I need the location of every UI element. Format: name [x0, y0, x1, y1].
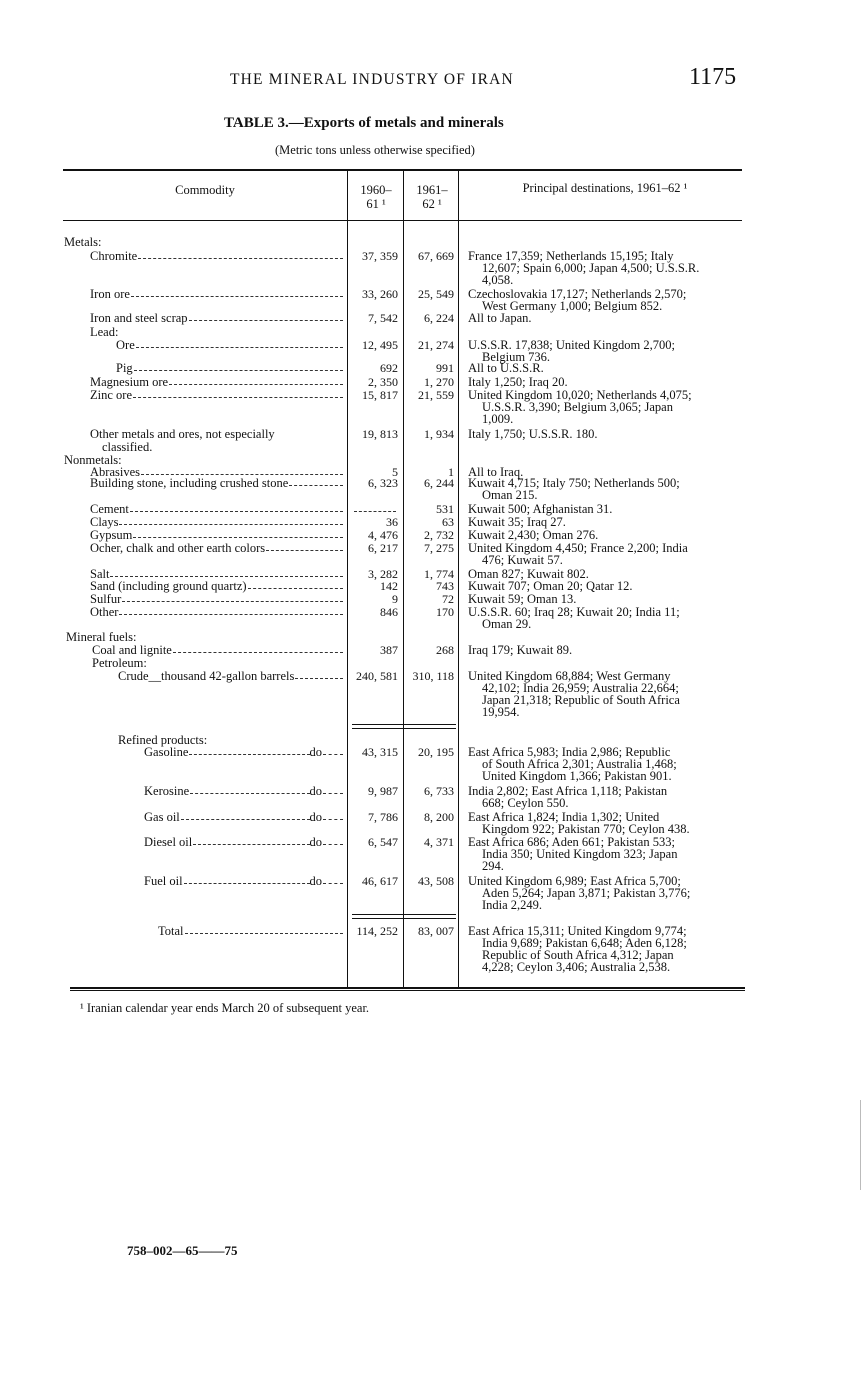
row-label-text: Abrasives	[90, 465, 140, 479]
destination-line: India 2,802; East Africa 1,118; Pakistan	[468, 784, 668, 798]
row-label	[90, 503, 343, 515]
leader-dots	[323, 875, 343, 884]
row-destinations	[468, 875, 748, 911]
destination-line: Kuwait 707; Oman 20; Qatar 12.	[468, 579, 633, 593]
row-label	[90, 312, 343, 324]
destination-line: West Germany 1,000; Belgium 852.	[482, 299, 663, 313]
value-1961-62: 991	[436, 361, 454, 375]
value-1960-61: 37, 359	[362, 249, 398, 263]
leader-dots	[131, 288, 343, 297]
section-nonmetals: Nonmetals:	[64, 453, 122, 467]
destination-line: 19,954.	[482, 705, 520, 719]
leader-dots	[323, 746, 343, 755]
leader-dots	[181, 811, 310, 820]
total-rule-bottom	[352, 918, 456, 919]
value-1960-61: 43, 315	[362, 745, 398, 759]
section-mineral-fuels: Mineral fuels:	[66, 630, 137, 644]
col-header-1960-61-line2: 61 ¹	[366, 197, 386, 211]
destination-line: India 350; United Kingdom 323; Japan	[482, 847, 678, 861]
row-label	[90, 606, 343, 618]
value-1961-62: 20, 195	[418, 745, 454, 759]
col-header-1961-62	[408, 183, 456, 211]
value-1961-62: 310, 118	[412, 669, 454, 683]
value-1960-61: 692	[380, 361, 398, 375]
leader-dots	[119, 606, 343, 615]
value-1960-61: 4, 476	[368, 528, 398, 542]
value-1961-62: 4, 371	[424, 835, 454, 849]
destination-line: Kuwait 500; Afghanistan 31.	[468, 502, 613, 516]
col-header-1960-61-line1: 1960–	[360, 183, 392, 197]
row-destinations	[468, 362, 748, 374]
row-label-text: Clays	[90, 515, 119, 529]
leader-dots	[134, 362, 343, 371]
destination-line: India 9,689; Pakistan 6,648; Aden 6,128;	[482, 936, 687, 950]
row-label-continuation: classified.	[102, 440, 153, 454]
section-metals: Metals:	[64, 235, 102, 249]
destination-line: Italy 1,250; Iraq 20.	[468, 375, 568, 389]
footnote-rule	[70, 990, 745, 991]
value-1961-62: 6, 244	[424, 476, 454, 490]
leader-dots	[141, 466, 343, 475]
destination-line: 4,058.	[482, 273, 514, 287]
row-label-text: Gas oil	[144, 810, 180, 824]
destination-line: 1,009.	[482, 412, 514, 426]
destination-line: U.S.S.R. 3,390; Belgium 3,065; Japan	[482, 400, 673, 414]
destination-line: 42,102; India 26,959; Australia 22,664;	[482, 681, 679, 695]
leader-dots	[323, 811, 343, 820]
destination-line: Republic of South Africa 4,312; Japan	[482, 948, 674, 962]
value-1960-61: 6, 547	[368, 835, 398, 849]
value-1960-61: 2, 350	[368, 375, 398, 389]
value-1960-61: 3, 282	[368, 567, 398, 581]
leader-dots	[122, 593, 343, 602]
value-1961-62: 8, 200	[424, 810, 454, 824]
row-destinations	[468, 580, 748, 592]
leader-dots	[295, 670, 343, 679]
value-1960-61: 142	[380, 579, 398, 593]
col-divider-1	[347, 170, 348, 988]
value-1961-62: 43, 508	[418, 874, 454, 888]
value-1960-61: 387	[380, 643, 398, 657]
row-label-text: Sand (including ground quartz)	[90, 579, 247, 593]
destination-line: Aden 5,264; Japan 3,871; Pakistan 3,776;	[482, 886, 691, 900]
destination-line: All to Iraq.	[468, 465, 524, 479]
row-label-text: Building stone, including crushed stone	[90, 476, 289, 490]
destination-line: East Africa 5,983; India 2,986; Republic	[468, 745, 671, 759]
value-1961-62: 6, 224	[424, 311, 454, 325]
col-divider-2	[403, 170, 404, 988]
destination-line: All to U.S.S.R.	[468, 361, 544, 375]
leader-dots	[266, 542, 343, 551]
destination-line: Iraq 179; Kuwait 89.	[468, 643, 573, 657]
row-label-text: Coal and lignite	[92, 643, 172, 657]
destination-line: United Kingdom 1,366; Pakistan 901.	[482, 769, 672, 783]
destination-line: Kuwait 59; Oman 13.	[468, 592, 577, 606]
row-label	[144, 811, 343, 823]
value-1961-62: 25, 549	[418, 287, 454, 301]
leader-dots	[248, 580, 343, 589]
value-1960-61: 9	[392, 592, 398, 606]
destination-line: Oman 29.	[482, 617, 532, 631]
row-destinations	[468, 339, 748, 363]
row-destinations	[468, 288, 748, 312]
value-1961-62: 1	[448, 465, 454, 479]
destination-line: United Kingdom 10,020; Netherlands 4,075;	[468, 388, 692, 402]
scan-mark	[860, 1100, 861, 1190]
row-destinations	[468, 606, 748, 630]
page-number: 1175	[689, 64, 737, 90]
row-label-text: Fuel oil	[144, 874, 183, 888]
value-1960-61: 46, 617	[362, 874, 398, 888]
value-1961-62: 7, 275	[424, 541, 454, 555]
value-1961-62: 21, 559	[418, 388, 454, 402]
row-label	[144, 836, 343, 848]
destination-line: 4,228; Ceylon 3,406; Australia 2,538.	[482, 960, 671, 974]
destination-line: France 17,359; Netherlands 15,195; Italy	[468, 249, 674, 263]
row-destinations	[468, 529, 748, 541]
destination-line: U.S.S.R. 60; Iraq 28; Kuwait 20; India 11;	[468, 605, 680, 619]
leader-dots	[133, 529, 343, 538]
row-destinations	[468, 925, 748, 973]
value-1961-62: 72	[442, 592, 454, 606]
value-1961-62: 531	[436, 502, 454, 516]
section-petroleum: Petroleum:	[92, 656, 147, 670]
value-1960-61: 12, 495	[362, 338, 398, 352]
value-1960-61: 846	[380, 605, 398, 619]
row-label	[116, 362, 343, 374]
destination-line: U.S.S.R. 17,838; United Kingdom 2,700;	[468, 338, 675, 352]
row-label	[90, 516, 343, 528]
row-label-text: Zinc ore	[90, 388, 132, 402]
destination-line: 294.	[482, 859, 504, 873]
col-header-1961-62-line1: 1961–	[416, 183, 448, 197]
row-label-text: Sulfur	[90, 592, 122, 606]
value-1961-62: 6, 733	[424, 784, 454, 798]
destination-line: United Kingdom 68,884; West Germany	[468, 669, 671, 683]
row-label-text: Gasoline	[144, 745, 189, 759]
leader-dots	[189, 746, 309, 755]
leader-dots	[193, 836, 309, 845]
destination-line: Kuwait 2,430; Oman 276.	[468, 528, 599, 542]
value-1961-62: 2, 732	[424, 528, 454, 542]
row-label-text: Iron and steel scrap	[90, 311, 188, 325]
row-label-text: Magnesium ore	[90, 375, 169, 389]
row-destinations	[468, 542, 748, 566]
destination-line: United Kingdom 4,450; France 2,200; India	[468, 541, 688, 555]
row-label	[92, 644, 343, 656]
row-label	[144, 785, 343, 797]
col-divider-3	[458, 170, 459, 988]
value-1960-61: 5	[392, 465, 398, 479]
section-refined-products: Refined products:	[118, 733, 208, 747]
row-label	[90, 580, 343, 592]
row-label-text: Diesel oil	[144, 835, 193, 849]
col-header-1961-62-line2: 62 ¹	[422, 197, 442, 211]
value-1961-62: 21, 274	[418, 338, 454, 352]
leader-dots	[133, 389, 343, 398]
crude-double-rule-bottom	[352, 728, 456, 729]
row-label-text: Salt	[90, 567, 110, 581]
destination-line: United Kingdom 6,989; East Africa 5,700;	[468, 874, 681, 888]
row-unit: do	[309, 745, 322, 759]
row-destinations	[468, 811, 748, 835]
row-label-text: Ocher, chalk and other earth colors	[90, 541, 266, 555]
leader-dots	[289, 477, 343, 486]
table-subtitle: (Metric tons unless otherwise specified)	[275, 143, 475, 157]
destination-line: Kingdom 922; Pakistan 770; Ceylon 438.	[482, 822, 690, 836]
row-label	[90, 389, 343, 401]
row-destinations	[468, 836, 748, 872]
value-1961-62: 83, 007	[418, 924, 454, 938]
leader-dots	[184, 875, 310, 884]
leader-dots	[110, 568, 343, 577]
value-1961-62: 743	[436, 579, 454, 593]
value-1960-61: 6, 217	[368, 541, 398, 555]
row-label	[144, 746, 343, 758]
destination-line: 668; Ceylon 550.	[482, 796, 569, 810]
value-1961-62: 1, 774	[424, 567, 454, 581]
row-destinations	[468, 428, 748, 440]
row-label-text: Cement	[90, 502, 129, 516]
value-1960-61: 7, 542	[368, 311, 398, 325]
footnote: ¹ Iranian calendar year ends March 20 of subsequent year.	[80, 1001, 370, 1015]
value-1960-61: 9, 987	[368, 784, 398, 798]
destination-line: All to Japan.	[468, 311, 532, 325]
destination-line: Italy 1,750; U.S.S.R. 180.	[468, 427, 598, 441]
value-1961-62: 67, 669	[418, 249, 454, 263]
running-head: THE MINERAL INDUSTRY OF IRAN	[230, 71, 514, 88]
row-destinations	[468, 593, 748, 605]
empty-value-dash	[354, 511, 396, 512]
destination-line: Japan 21,318; Republic of South Africa	[482, 693, 680, 707]
row-label-text: Gypsum	[90, 528, 133, 542]
row-label-text: Other	[90, 605, 119, 619]
leader-dots	[173, 644, 343, 653]
leader-dots	[138, 250, 343, 259]
crude-double-rule-top	[352, 724, 456, 725]
destination-line: of South Africa 2,301; Australia 1,468;	[482, 757, 677, 771]
col-header-commodity: Commodity	[175, 183, 235, 197]
value-1960-61: 15, 817	[362, 388, 398, 402]
destination-line: Belgium 736.	[482, 350, 551, 364]
col-header-destinations: Principal destinations, 1961–62 ¹	[522, 181, 688, 195]
row-destinations	[468, 312, 748, 324]
table-title: TABLE 3.—Exports of metals and minerals	[224, 115, 504, 131]
row-label	[158, 925, 343, 937]
row-label	[116, 339, 343, 351]
row-label-text: Iron ore	[90, 287, 130, 301]
row-label	[90, 250, 343, 262]
row-unit: do	[309, 874, 322, 888]
col-header-1960-61	[352, 183, 400, 211]
row-destinations	[468, 503, 748, 515]
total-rule-top	[352, 914, 456, 915]
value-1961-62: 1, 270	[424, 375, 454, 389]
leader-dots	[323, 836, 343, 845]
row-label	[144, 875, 343, 887]
row-label	[90, 593, 343, 605]
row-label-text: Kerosine	[144, 784, 190, 798]
row-destinations	[468, 516, 748, 528]
row-label-text: Pig	[116, 361, 133, 375]
row-destinations	[468, 389, 748, 425]
value-1961-62: 1, 934	[424, 427, 454, 441]
leader-dots	[190, 785, 309, 794]
print-code: 758–002—65——75	[127, 1243, 238, 1258]
row-label-text: Chromite	[90, 249, 138, 263]
leader-dots	[130, 503, 343, 512]
value-1960-61: 36	[386, 515, 398, 529]
destination-line: India 2,249.	[482, 898, 543, 912]
row-destinations	[468, 785, 748, 809]
section-lead: Lead:	[90, 325, 119, 339]
leader-dots	[169, 376, 343, 385]
row-label	[118, 670, 343, 682]
value-1960-61: 19, 813	[362, 427, 398, 441]
row-label-text: Other metals and ores, not especially	[90, 427, 275, 441]
value-1960-61: 114, 252	[356, 924, 398, 938]
leader-dots	[323, 785, 343, 794]
row-label-text: Crude__thousand 42-gallon barrels	[118, 669, 295, 683]
value-1960-61: 33, 260	[362, 287, 398, 301]
row-label	[90, 542, 343, 554]
row-destinations	[468, 477, 748, 501]
destination-line: Czechoslovakia 17,127; Netherlands 2,570;	[468, 287, 687, 301]
row-label	[90, 376, 343, 388]
row-label-text: Ore	[116, 338, 135, 352]
destination-line: Oman 827; Kuwait 802.	[468, 567, 589, 581]
value-1961-62: 268	[436, 643, 454, 657]
destination-line: Oman 215.	[482, 488, 538, 502]
leader-dots	[136, 339, 343, 348]
row-label	[90, 529, 343, 541]
value-1960-61: 7, 786	[368, 810, 398, 824]
destination-line: Kuwait 35; Iraq 27.	[468, 515, 566, 529]
destination-line: Kuwait 4,715; Italy 750; Netherlands 500;	[468, 476, 680, 490]
row-label	[90, 288, 343, 300]
row-destinations	[468, 746, 748, 782]
leader-dots	[119, 516, 343, 525]
row-destinations	[468, 644, 748, 656]
value-1961-62: 63	[442, 515, 454, 529]
row-unit: do	[309, 810, 322, 824]
destination-line: 12,607; Spain 6,000; Japan 4,500; U.S.S.R.	[482, 261, 700, 275]
row-destinations	[468, 670, 748, 718]
destination-line: East Africa 1,824; India 1,302; United	[468, 810, 660, 824]
row-destinations	[468, 250, 748, 286]
leader-dots	[185, 925, 343, 934]
row-unit: do	[309, 784, 322, 798]
row-label	[90, 477, 343, 489]
destination-line: East Africa 15,311; United Kingdom 9,774;	[468, 924, 687, 938]
row-destinations	[468, 376, 748, 388]
value-1960-61: 6, 323	[368, 476, 398, 490]
value-1961-62: 170	[436, 605, 454, 619]
row-label	[90, 428, 343, 440]
destination-line: East Africa 686; Aden 661; Pakistan 533;	[468, 835, 675, 849]
destination-line: 476; Kuwait 57.	[482, 553, 563, 567]
table-bottom-rule	[70, 987, 745, 989]
row-label-text: Total	[158, 924, 184, 938]
value-1960-61: 240, 581	[356, 669, 398, 683]
row-unit: do	[309, 835, 322, 849]
leader-dots	[189, 312, 343, 321]
